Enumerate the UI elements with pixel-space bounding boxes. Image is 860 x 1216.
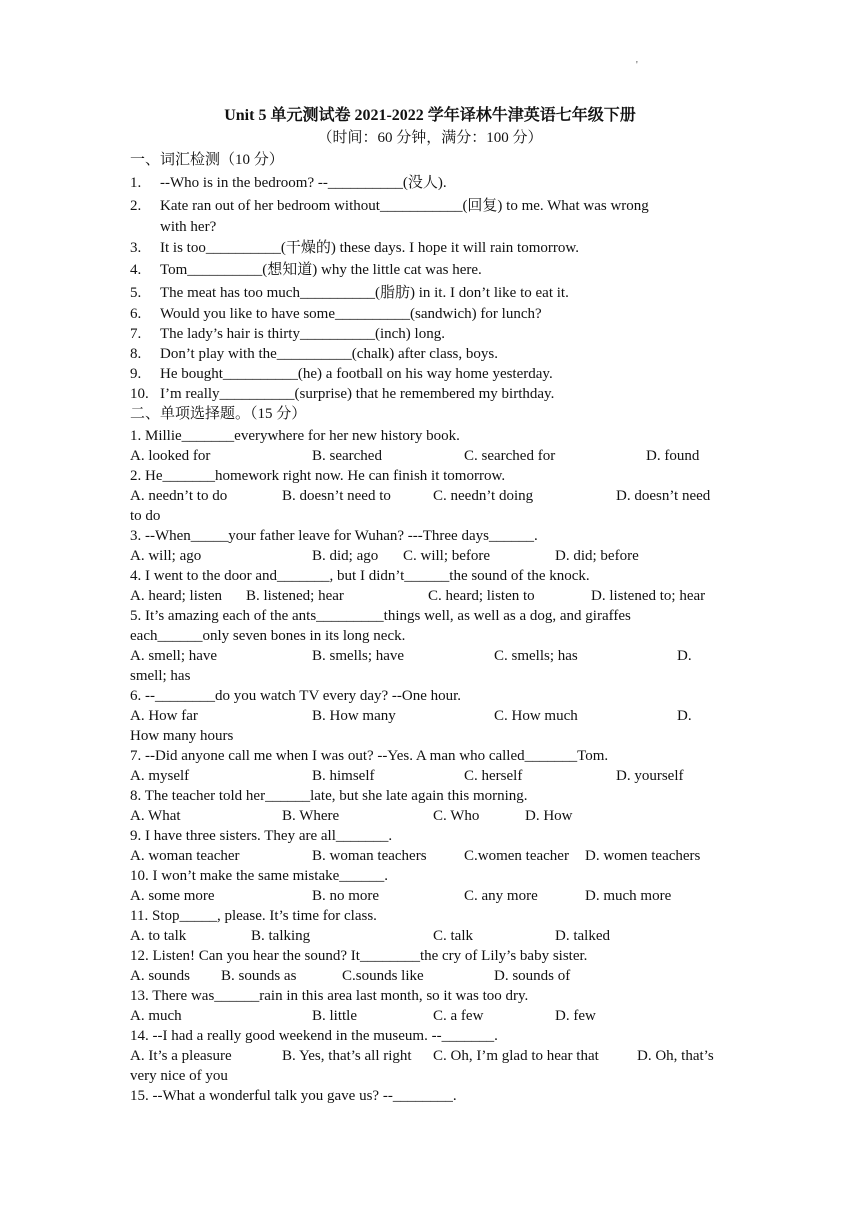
item-number: 1. [130,175,142,191]
option-a: A. smell; have [130,648,218,664]
vocab-item-9 [130,364,732,384]
vocab-item-8 [130,344,732,364]
item-number: 2. [130,198,142,214]
question-stem: 15. --What a wonderful talk you gave us? --________. [130,1088,457,1104]
option-b: B. Where [282,808,340,824]
option-a: A. heard; listen [130,588,223,604]
question-stem: 3. --When_____your father leave for Wuhan? ---Three days______. [130,528,538,544]
option-b: B. sounds as [221,968,297,984]
vocab-item-6 [130,304,732,324]
option-c: C.sounds like [342,968,424,984]
option-a: A. to talk [130,928,187,944]
option-a: A. needn’t to do [130,488,228,504]
question-stem: 14. --I had a really good weekend in the museum. --_______. [130,1028,498,1044]
question-stem: 2. He_______homework right now. He can finish it tomorrow. [130,468,506,484]
question-stem: 4. I went to the door and_______, but I didn’t______the sound of the knock. [130,568,590,584]
option-d: D. few [555,1008,596,1024]
option-c: C. heard; listen to [428,588,535,604]
section-heading-vocabulary: 一、词汇检测（10 分） [130,152,284,168]
option-c: C. Who [433,808,480,824]
option-b: B. listened; hear [246,588,344,604]
item-text: I’m really__________(surprise) that he remembered my birthday. [160,386,555,402]
page-subtitle: （时间：60 分钟，满分：100 分） [317,130,543,146]
item-number: 9. [130,366,142,382]
vocab-item-7 [130,324,732,344]
option-b: B. smells; have [312,648,405,664]
question-stem: 8. The teacher told her______late, but she late again this morning. [130,788,528,804]
option-b: B. doesn’t need to [282,488,391,504]
option-c: C. talk [433,928,473,944]
option-d: D. found [646,448,700,464]
option-b: B. little [312,1008,357,1024]
vocab-item-5 [130,283,732,303]
option-c: C. a few [433,1008,484,1024]
option-c: C. needn’t doing [433,488,534,504]
question-stem: 9. I have three sisters. They are all_______. [130,828,393,844]
option-d: D. much more [585,888,672,904]
question-stem: 7. --Did anyone call me when I was out? --Yes. A man who called_______Tom. [130,748,609,764]
option-a: A. myself [130,768,190,784]
page-title: Unit 5 单元测试卷 2021-2022 学年译林牛津英语七年级下册 [224,107,636,124]
option-a: A. some more [130,888,215,904]
option-a: A. woman teacher [130,848,240,864]
vocab-item-2 [130,196,732,216]
option-b: B. searched [312,448,382,464]
option-b: B. no more [312,888,380,904]
question-stem: 11. Stop_____, please. It’s time for class. [130,908,377,924]
option-b: B. Yes, that’s all right [282,1048,412,1064]
option-c: C. will; before [403,548,491,564]
option-d: D. did; before [555,548,639,564]
item-number: 6. [130,306,142,322]
item-number: 4. [130,262,142,278]
option-d-continuation: very nice of you [130,1068,228,1084]
option-c: C. smells; has [494,648,578,664]
item-text: --Who is in the bedroom? --__________(没人). [160,175,447,191]
item-number: 3. [130,240,142,256]
option-c: C. How much [494,708,578,724]
option-c: C. herself [464,768,523,784]
option-b: B. woman teachers [312,848,427,864]
item-number: 8. [130,346,142,362]
option-b: B. himself [312,768,375,784]
option-d-continuation: smell; has [130,668,191,684]
option-a: A. looked for [130,448,211,464]
item-number: 7. [130,326,142,342]
item-text: Kate ran out of her bedroom without___________(回复) to me. What was wrong [160,198,649,214]
vocab-item-10 [130,384,732,404]
question-stem: 6. --________do you watch TV every day? --One hour. [130,688,462,704]
option-b: B. talking [251,928,311,944]
option-b: B. did; ago [312,548,379,564]
question-stem: 1. Millie_______everywhere for her new history book. [130,428,460,444]
item-number: 10. [130,386,149,402]
option-d: D. [677,648,692,664]
item-text: He bought__________(he) a football on his way home yesterday. [160,366,553,382]
item-text: Tom__________(想知道) why the little cat was here. [160,262,482,278]
question-stem: 5. It’s amazing each of the ants_________things well, as well as a dog, and giraffes [130,608,631,624]
vocab-item-4 [130,260,732,280]
option-a: A. much [130,1008,182,1024]
vocab-item-2-continuation: with her? [160,219,217,235]
question-stem-continuation: each______only seven bones in its long neck. [130,628,406,644]
question-stem: 12. Listen! Can you hear the sound? It________the cry of Lily’s baby sister. [130,948,588,964]
option-a: A. sounds [130,968,191,984]
item-text: Would you like to have some__________(sandwich) for lunch? [160,306,542,322]
option-c: C. searched for [464,448,556,464]
option-c: C.women teacher [464,848,569,864]
option-d: D. [677,708,692,724]
item-text: The lady’s hair is thirty__________(inch) long. [160,326,445,342]
option-d: D. doesn’t need [616,488,711,504]
option-d: D. listened to; hear [591,588,706,604]
option-d: D. sounds of [494,968,571,984]
option-a: A. How far [130,708,198,724]
vocab-item-1 [130,173,732,193]
option-d: D. yourself [616,768,684,784]
option-d: D. How [525,808,573,824]
option-d: D. women teachers [585,848,701,864]
option-b: B. How many [312,708,396,724]
option-c: C. Oh, I’m glad to hear that [433,1048,599,1064]
option-a: A. It’s a pleasure [130,1048,232,1064]
option-a: A. What [130,808,181,824]
page-mark: ' [636,60,638,71]
item-number: 5. [130,285,142,301]
question-stem: 10. I won’t make the same mistake______. [130,868,389,884]
option-d-continuation: to do [130,508,161,524]
option-d: D. Oh, that’s [637,1048,714,1064]
section-heading-choice: 二、单项选择题。（15 分） [130,406,307,422]
option-a: A. will; ago [130,548,202,564]
vocab-item-3 [130,238,732,258]
item-text: It is too__________(干燥的) these days. I hope it will rain tomorrow. [160,240,579,256]
question-stem: 13. There was______rain in this area last month, so it was too dry. [130,988,529,1004]
item-text: The meat has too much__________(脂肪) in it. I don’t like to eat it. [160,285,569,301]
item-text: Don’t play with the__________(chalk) after class, boys. [160,346,498,362]
option-d: D. talked [555,928,610,944]
option-c: C. any more [464,888,538,904]
option-d-continuation: How many hours [130,728,234,744]
